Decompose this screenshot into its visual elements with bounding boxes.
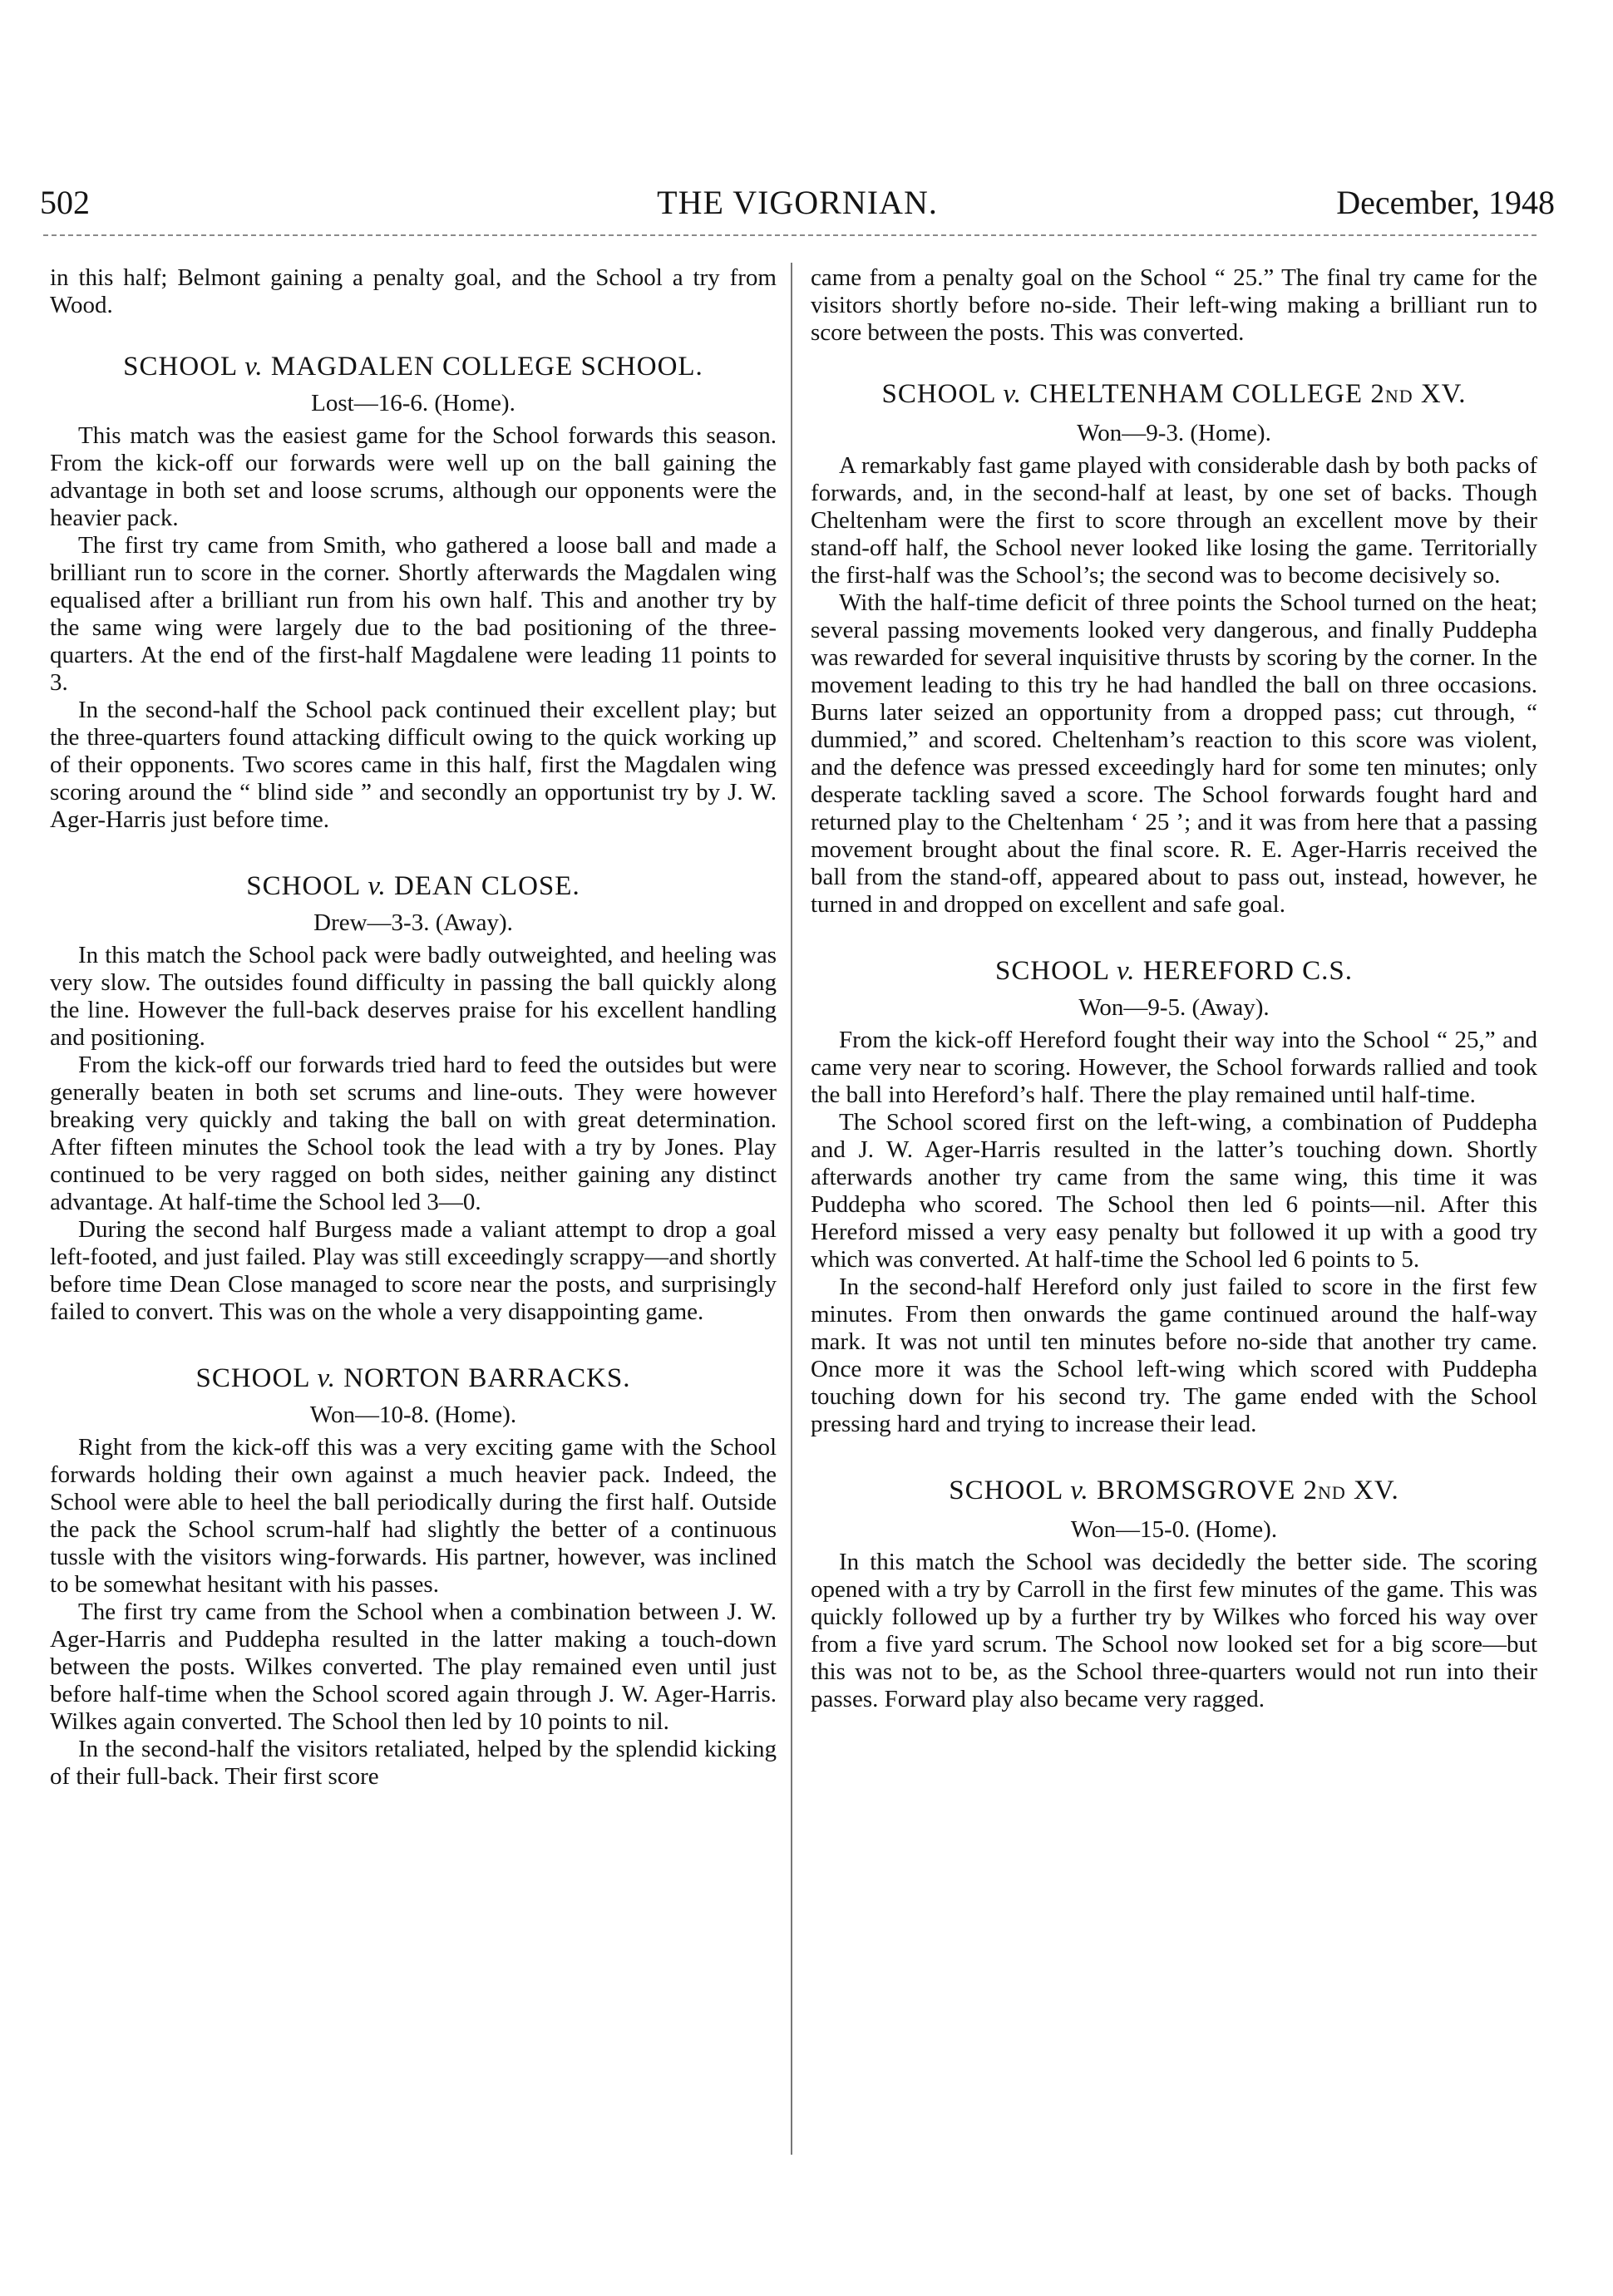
- match-heading-magdalen: [50, 351, 777, 382]
- team-a: SCHOOL: [994, 956, 1109, 986]
- publication-title: THE VIGORNIAN.: [657, 184, 938, 221]
- team-a: SCHOOL: [949, 1476, 1063, 1505]
- paragraph: During the second half Burgess made a valiant attempt to drop a goal left-footed, and just failed. Play was still exceedingly scrappy—and shortly before time Dean Close managed to score near the posts, and surprisingly failed to convert. This was on the whole a very disappointing game.: [50, 1216, 777, 1325]
- versus: v.: [367, 871, 387, 901]
- paragraph: The School scored first on the left-wing, a combination of Puddepha and J. W. Ager-Harris resulted in the latter’s touching down. Shortly afterwards another try came from the same wing, this time it was Puddepha who scored. The School then led 6 points—nil. After this Hereford missed a very easy penalty but followed it up with a good try which was converted. At half-time the School led 6 points to 5.: [811, 1109, 1537, 1273]
- match-result: Lost—16-6. (Home).: [311, 390, 515, 416]
- team-b: CHELTENHAM COLLEGE: [1029, 379, 1364, 409]
- paragraph: In the second-half Hereford only just failed to score in the first few minutes. From then onwards the game continued around the half-way mark. It was not until ten minutes before no-side that another try came. Once more it was the School left-wing which scored with Puddepha touching down for his second try. The game ended with the School pressing hard and trying to increase their lead.: [811, 1274, 1537, 1437]
- paragraph: In this match the School pack were badly outweighted, and heeling was very slow. The outsides found difficulty in passing the ball quickly along the line. However the full-back deserves praise for his excellent handling and positioning.: [50, 942, 777, 1051]
- paragraph: In the second-half the School pack continued their excellent play; but the three-quarters found attacking difficult owing to the quick working up of their opponents. Two scores came in this half, first the Magdalen wing scoring around the “ blind side ” and secondly an opportunist try by J. W. Ager-Harris just before time.: [50, 697, 777, 833]
- team-b: NORTON BARRACKS.: [343, 1363, 631, 1393]
- match-result: Won—10-8. (Home).: [309, 1402, 517, 1428]
- team-suffix-xv: XV.: [1413, 379, 1467, 409]
- team-suffix-xv: XV.: [1345, 1476, 1399, 1505]
- paragraph: The first try came from the School when a combination between J. W. Ager-Harris and Puddepha resulted in the latter making a touch-down between the posts. Wilkes converted. The play remained even until just before half-time when the School scored again through J. W. Ager-Harris. Wilkes again converted. The School then led by 10 points to nil.: [50, 1599, 777, 1735]
- paragraph: A remarkably fast game played with considerable dash by both packs of forwards, and, in the second-half at least, by one set of backs. Though Cheltenham were the first to score through an excellent move by their stand-off half, the School never looked like losing the game. Territorially the first-half was the School’s; the second was to become decisively so.: [811, 452, 1537, 589]
- continued-paragraph: came from a penalty goal on the School “ 25.” The final try came for the visitors shortly before no-side. Their left-wing making a brilliant run to score between the posts. This was converted.: [811, 264, 1537, 346]
- team-b: BROMSGROVE: [1097, 1476, 1296, 1505]
- paragraph: With the half-time deficit of three points the School turned on the heat; several passing movements looked very dangerous, and finally Puddepha was rewarded for several inquisitive thrusts by scoring by the corner. In the movement leading to this try he had handled the ball on three occasions. Burns later seized an opportunity from a dropped pass; cut through, “ dummied,” and scored. Cheltenham’s reaction to this score was violent, and the defence was pressed exceedingly hard for some ten minutes; only desperate tackling saved a score. The School forwards fought hard and returned play to the Cheltenham ‘ 25 ’; and it was from here that a passing movement brought about the final score. R. E. Ager-Harris received the ball from the stand-off, appeared about to pass out, instead, however, he turned in and dropped on excellent and safe goal.: [811, 589, 1537, 918]
- team-suffix-ordinal: ND: [1384, 386, 1413, 406]
- paragraph: The first try came from Smith, who gathered a loose ball and made a brilliant run to score in the corner. Shortly afterwards the Magdalen wing equalised after a brilliant run from his own half. This and another try by the same wing were largely due to the bad positioning of the three-quarters. At the end of the first-half Magdalene were leading 11 points to 3.: [50, 532, 777, 696]
- paragraph: Right from the kick-off this was a very exciting game with the School forwards holding their own against a much heavier pack. Indeed, the School were able to heel the ball periodically during the first half. Outside the pack the School scrum-half had slightly the better of a continuous tussle with the visitors wing-forwards. His partner, however, was inclined to be somewhat hesitant with his passes.: [50, 1434, 777, 1598]
- match-heading-hereford: [811, 955, 1537, 987]
- match-heading-bromsgrove: [811, 1475, 1537, 1509]
- match-heading-cheltenham: [811, 378, 1537, 412]
- match-result: Won—15-0. (Home).: [1070, 1516, 1278, 1543]
- team-a: SCHOOL: [881, 379, 996, 409]
- team-suffix-ordinal: ND: [1318, 1482, 1346, 1503]
- match-result: Won—9-5. (Away).: [1078, 994, 1270, 1021]
- page-number: 502: [40, 184, 90, 221]
- versus: v.: [1070, 1476, 1089, 1505]
- versus: v.: [244, 352, 264, 382]
- team-a: SCHOOL: [246, 871, 361, 901]
- paragraph: From the kick-off our forwards tried hard to feed the outsides but were generally beaten in both set scrums and line-outs. They were however breaking very quickly and taking the ball on with great determination. After fifteen minutes the School took the lead with a try by Jones. Play continued to be very ragged on both sides, neither gaining any distinct advantage. At half-time the School led 3—0.: [50, 1052, 777, 1215]
- header-rule: [43, 234, 1537, 236]
- match-heading-dean-close: [50, 870, 777, 902]
- team-b: MAGDALEN COLLEGE SCHOOL.: [270, 352, 703, 382]
- team-b: DEAN CLOSE.: [394, 871, 580, 901]
- versus: v.: [317, 1363, 336, 1393]
- team-suffix-number: 2: [1370, 379, 1385, 409]
- continued-paragraph: in this half; Belmont gaining a penalty goal, and the School a try from Wood.: [50, 264, 777, 318]
- left-column: [50, 264, 777, 2163]
- column-divider: [791, 263, 792, 2155]
- versus: v.: [1117, 956, 1136, 986]
- running-header: [40, 178, 1555, 228]
- paragraph: In this match the School was decidedly the better side. The scoring opened with a try by Carroll in the first few minutes of the game. This was quickly followed up by a further try by Wilkes who forced his way over from a five yard scrum. The School now looked set for a big score—but this was not to be, as the School three-quarters would not run into their passes. Forward play also became very ragged.: [811, 1549, 1537, 1712]
- match-result: Won—9-3. (Home).: [1077, 420, 1271, 446]
- paragraph: In the second-half the visitors retaliated, helped by the splendid kicking of their full-back. Their first score: [50, 1736, 777, 1790]
- right-column: [811, 264, 1537, 2163]
- issue-date: December, 1948: [1336, 184, 1555, 221]
- team-b: HEREFORD C.S.: [1142, 956, 1354, 986]
- match-heading-norton: [50, 1362, 777, 1394]
- paragraph: From the kick-off Hereford fought their way into the School “ 25,” and came very near to scoring. However, the School forwards rallied and took the ball into Hereford’s half. There the play remained until half-time.: [811, 1027, 1537, 1108]
- team-a: SCHOOL: [123, 352, 237, 382]
- team-a: SCHOOL: [195, 1363, 310, 1393]
- paragraph: This match was the easiest game for the School forwards this season. From the kick-off our forwards were well up on the ball gaining the advantage in both set and loose scrums, although our opponents were the heavier pack.: [50, 422, 777, 531]
- team-suffix-number: 2: [1303, 1476, 1318, 1505]
- match-result: Drew—3-3. (Away).: [313, 909, 513, 936]
- versus: v.: [1003, 379, 1022, 409]
